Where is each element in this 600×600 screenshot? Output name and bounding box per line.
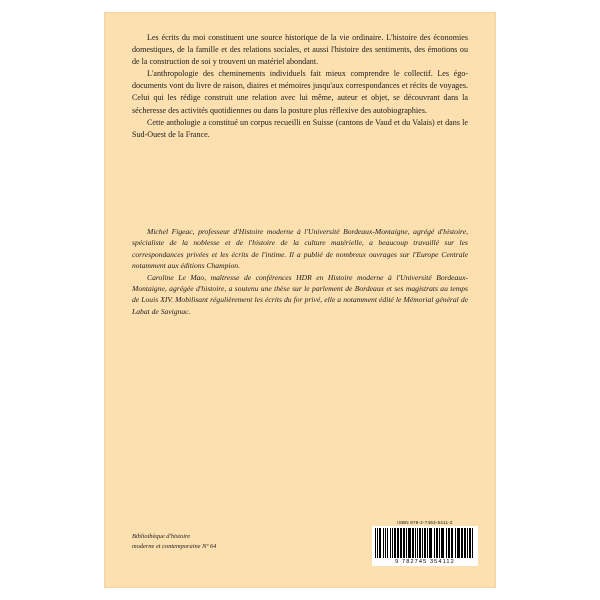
author-bio-le-mao: Caroline Le Mao, maîtresse de conférences HDR en Histoire moderne à l'Université Bordeaux-Montaigne, agrégée d'histoire, a soutenu une thèse sur le parlement de Bordeaux et ses magistrats au temps de Louis XIV. Mobilisant régulièrement les écrits du for privé, elle a notamment édité le Mémorial général de Labat de Savignac.: [132, 272, 468, 316]
series-info: [132, 532, 282, 551]
back-cover-page: [104, 12, 496, 588]
blurb-paragraph-3: Cette anthologie a constitué un corpus recueilli en Suisse (cantons de Vaud et du Valais) et dans le Sud-Ouest de la France.: [132, 117, 468, 139]
blurb-paragraph-1: Les écrits du moi constituent une source historique de la vie ordinaire. L'histoire des économies domestiques, de la famille et des relations sociales, et aussi l'histoire des sentiments, des émotions ou de la construction de soi y trouvent un matériel abondant.: [132, 33, 468, 67]
author-bios: [132, 226, 468, 317]
series-line-1: Bibliothèque d'histoire: [132, 533, 191, 540]
barcode-block: [372, 520, 478, 566]
series-line-2: moderne et contemporaine Nº 64: [132, 542, 217, 550]
barcode-digits: 9 782745 354112: [395, 559, 455, 565]
barcode-bars: [375, 528, 475, 558]
blurb-paragraph-2: L'anthropologie des cheminements individuels fait mieux comprendre le collectif. Les égo-documents vont du livre de raison, diaires et mémoires jusqu'aux correspondances et récits de voyages. Celui qui les rédige construit une relation avec lui même, auteur et objet, se découvrant dans la sécheresse des activités quotidiennes ou dans la posture plus réflexive des autobiographies.: [132, 69, 468, 115]
barcode-image: [372, 526, 478, 566]
isbn-label: ISBN 978-2-7453-5411-2: [397, 520, 453, 525]
blurb-text: [132, 32, 468, 141]
author-bio-figeac: Michel Figeac, professeur d'Histoire moderne à l'Université Bordeaux-Montaigne, agrégé d'histoire, spécialiste de la noblesse et de l'histoire de la culture matérielle, a beaucoup travaillé sur les correspondances privées et les écrits de l'intime. Il a publié de nombreux ouvrages sur l'Europe Centrale notamment aux éditions Champion.: [132, 227, 468, 271]
